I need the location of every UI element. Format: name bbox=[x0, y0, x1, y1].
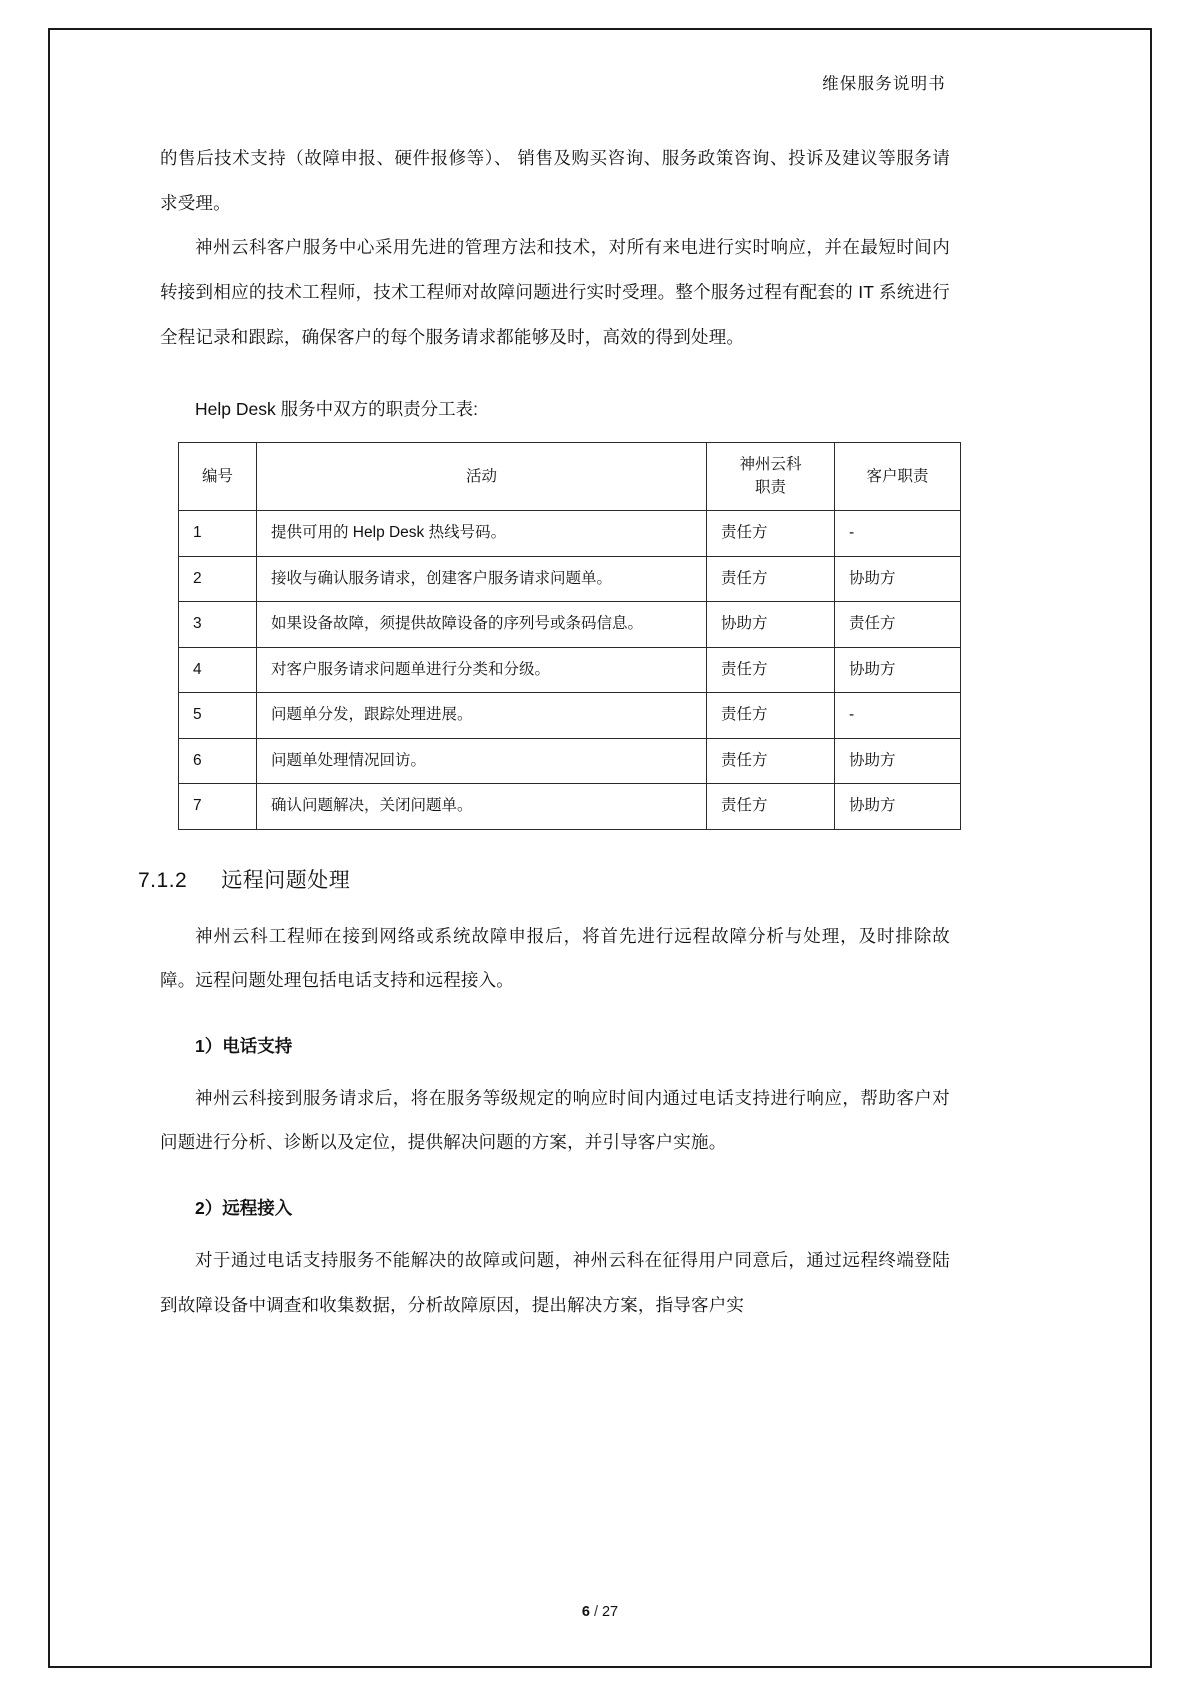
current-page-number: 6 bbox=[581, 1604, 590, 1620]
cell-no: 6 bbox=[179, 738, 257, 783]
table-row bbox=[179, 784, 961, 829]
column-header-activity: 活动 bbox=[257, 443, 707, 511]
table-caption: Help Desk 服务中双方的职责分工表: bbox=[195, 399, 478, 420]
table-row bbox=[179, 647, 961, 692]
cell-activity: 提供可用的 Help Desk 热线号码。 bbox=[257, 511, 707, 556]
column-header-vendor bbox=[707, 443, 835, 511]
cell-customer: 协助方 bbox=[835, 556, 961, 601]
cell-vendor: 协助方 bbox=[707, 602, 835, 647]
page-header: 维保服务说明书 bbox=[822, 75, 946, 93]
cell-activity: 对客户服务请求问题单进行分类和分级。 bbox=[257, 647, 707, 692]
column-header-customer: 客户职责 bbox=[835, 443, 961, 511]
cell-customer: 协助方 bbox=[835, 647, 961, 692]
table-row bbox=[179, 693, 961, 738]
cell-customer: - bbox=[835, 511, 961, 556]
column-header-vendor-line1: 神州云科 bbox=[739, 456, 802, 474]
table-header-row bbox=[179, 443, 961, 511]
cell-no: 3 bbox=[179, 602, 257, 647]
cell-no: 1 bbox=[179, 511, 257, 556]
cell-activity: 问题单分发，跟踪处理进展。 bbox=[257, 693, 707, 738]
page-footer bbox=[0, 1604, 1200, 1620]
cell-vendor: 责任方 bbox=[707, 647, 835, 692]
cell-activity: 接收与确认服务请求，创建客户服务请求问题单。 bbox=[257, 556, 707, 601]
cell-vendor: 责任方 bbox=[707, 784, 835, 829]
cell-no: 2 bbox=[179, 556, 257, 601]
subsection-body-1: 神州云科接到服务请求后，将在服务等级规定的响应时间内通过电话支持进行响应，帮助客户对问题进行分析、诊断以及定位，提供解决问题的方案，并引导客户实施。 bbox=[160, 1087, 950, 1153]
section-intro-paragraph: 神州云科工程师在接到网络或系统故障申报后，将首先进行远程故障分析与处理，及时排除故障。远程问题处理包括电话支持和远程接入。 bbox=[160, 925, 950, 991]
cell-no: 7 bbox=[179, 784, 257, 829]
column-header-vendor-line2: 职责 bbox=[754, 478, 786, 496]
cell-vendor: 责任方 bbox=[707, 511, 835, 556]
section-title: 远程问题处理 bbox=[221, 868, 351, 892]
cell-customer: 责任方 bbox=[835, 602, 961, 647]
section-heading bbox=[138, 864, 950, 894]
cell-activity: 如果设备故障，须提供故障设备的序列号或条码信息。 bbox=[257, 602, 707, 647]
cell-vendor: 责任方 bbox=[707, 693, 835, 738]
column-header-no: 编号 bbox=[179, 443, 257, 511]
cell-no: 5 bbox=[179, 693, 257, 738]
paragraph-2: 神州云科客户服务中心采用先进的管理方法和技术，对所有来电进行实时响应，并在最短时间内转接到相应的技术工程师，技术工程师对故障问题进行实时受理。整个服务过程有配套的 IT 系统进行全程记录和跟踪，确保客户的每个服务请求都能够及时，高效的得到处理。 bbox=[160, 237, 950, 347]
total-page-count: 27 bbox=[601, 1604, 619, 1620]
paragraph-1: 的售后技术支持（故障申报、硬件报修等）、 销售及购买咨询、服务政策咨询、投诉及建议等服务请求受理。 bbox=[160, 148, 950, 213]
cell-customer: 协助方 bbox=[835, 784, 961, 829]
table-row bbox=[179, 738, 961, 783]
subsection-heading-2: 2）远程接入 bbox=[195, 1198, 293, 1219]
section-number: 7.1.2 bbox=[138, 868, 188, 892]
cell-customer: - bbox=[835, 693, 961, 738]
page-content bbox=[138, 70, 950, 1327]
cell-vendor: 责任方 bbox=[707, 556, 835, 601]
responsibility-table bbox=[178, 442, 961, 829]
cell-activity: 问题单处理情况回访。 bbox=[257, 738, 707, 783]
cell-activity: 确认问题解决，关闭问题单。 bbox=[257, 784, 707, 829]
table-body bbox=[179, 511, 961, 829]
table-row bbox=[179, 511, 961, 556]
table-row bbox=[179, 556, 961, 601]
cell-vendor: 责任方 bbox=[707, 738, 835, 783]
subsection-body-2: 对于通过电话支持服务不能解决的故障或问题，神州云科在征得用户同意后，通过远程终端登陆到故障设备中调查和收集数据，分析故障原因，提出解决方案，指导客户实 bbox=[160, 1250, 950, 1315]
cell-customer: 协助方 bbox=[835, 738, 961, 783]
table-row bbox=[179, 602, 961, 647]
page-separator: / bbox=[593, 1604, 598, 1620]
subsection-heading-1: 1）电话支持 bbox=[195, 1035, 293, 1056]
cell-no: 4 bbox=[179, 647, 257, 692]
